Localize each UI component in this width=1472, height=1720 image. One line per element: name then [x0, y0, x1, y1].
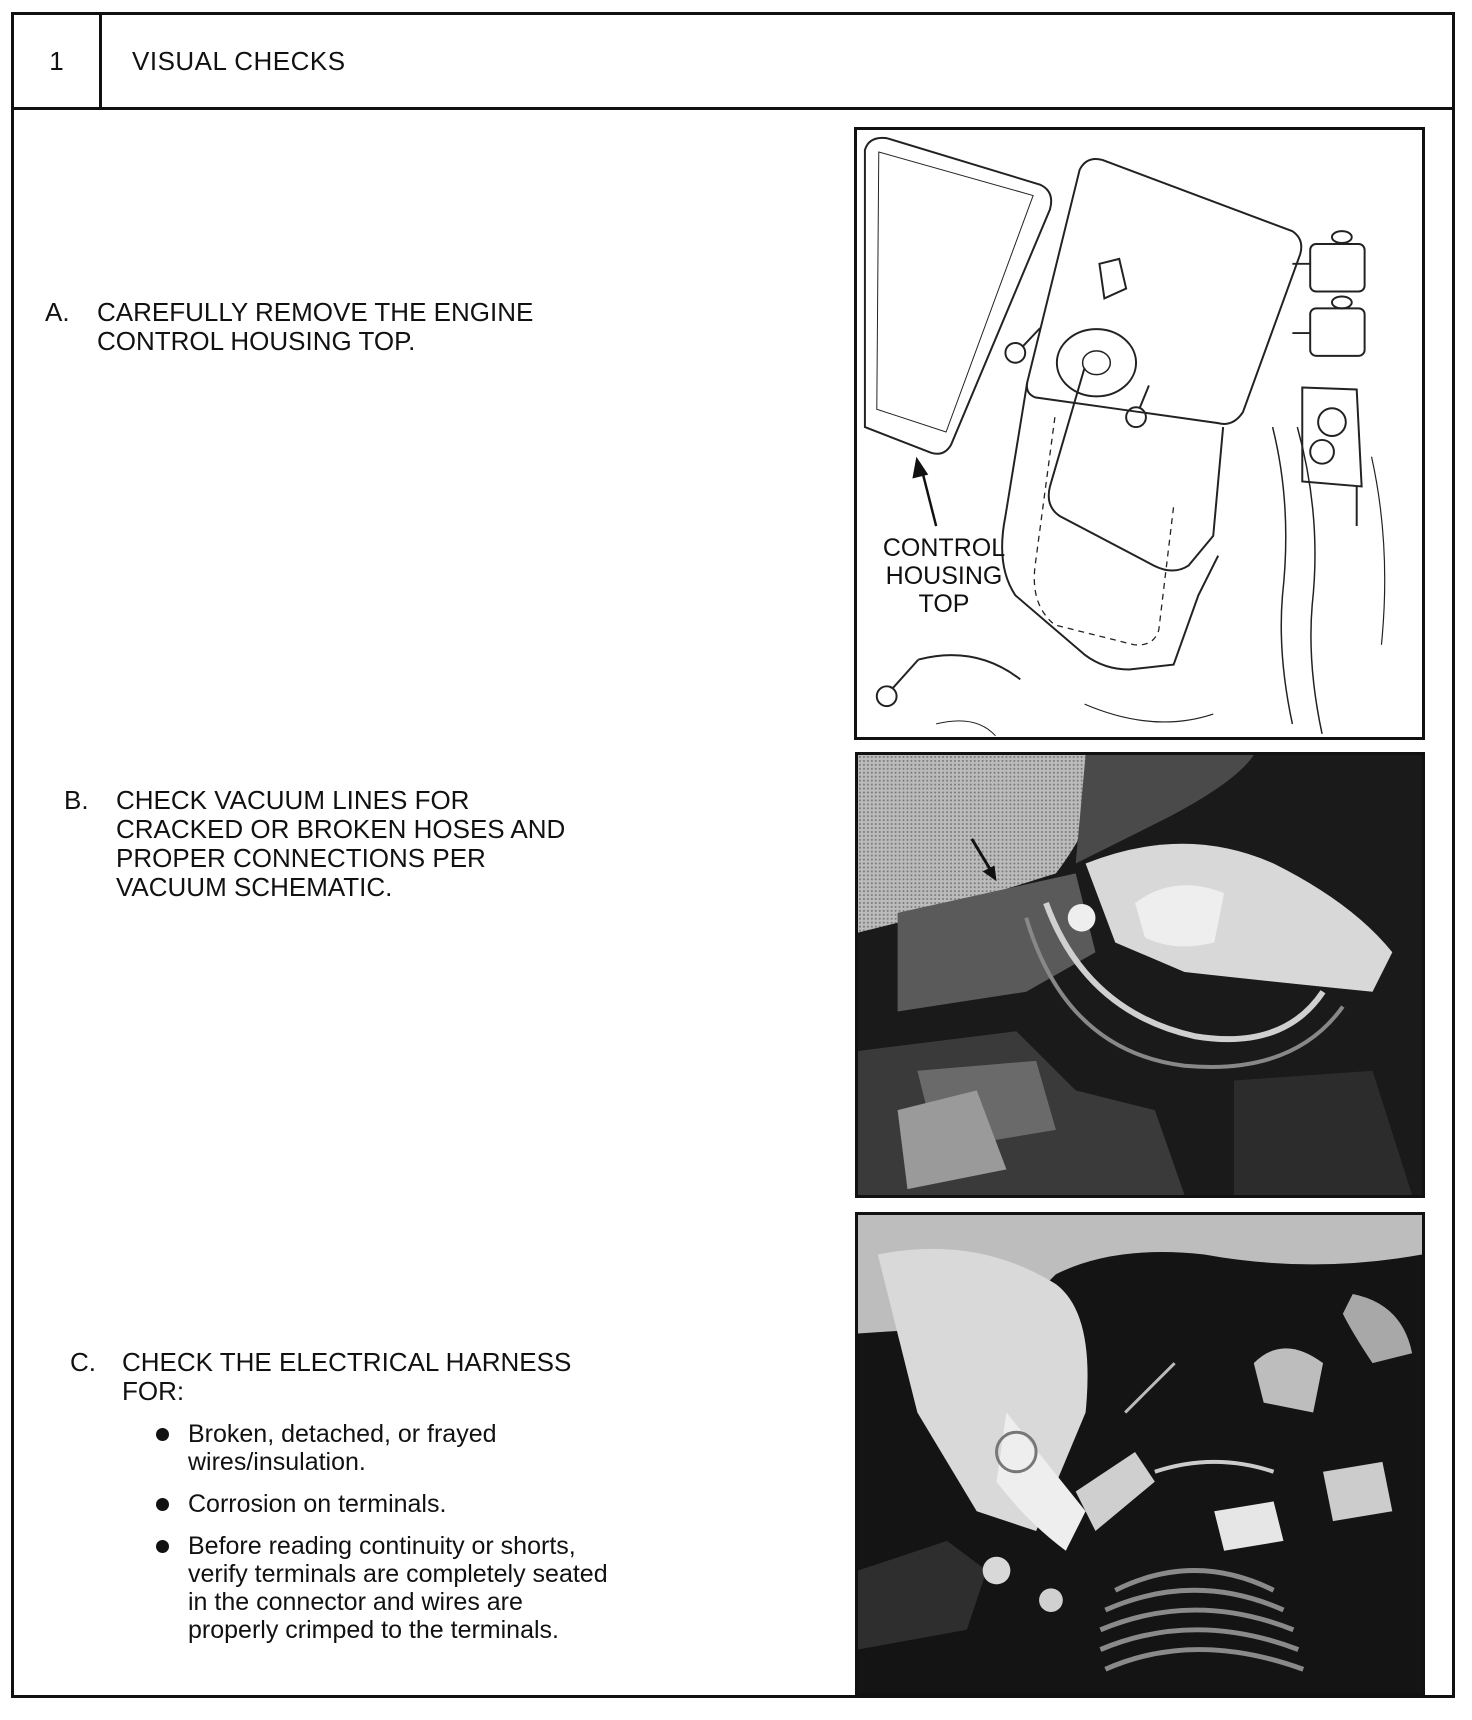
list-item: Corrosion on terminals.: [156, 1490, 608, 1518]
instruction-b-line: VACUUM SCHEMATIC.: [116, 872, 393, 902]
instruction-b-line: CRACKED OR BROKEN HOSES AND: [116, 814, 566, 844]
vacuum-lines-photo: [858, 755, 1422, 1195]
control-housing-top-label: CONTROL HOUSING TOP: [882, 534, 1006, 618]
instruction-a-line: CAREFULLY REMOVE THE ENGINE: [97, 297, 534, 327]
figure-electrical-harness-photo: [855, 1212, 1425, 1696]
instruction-c-line: FOR:: [122, 1376, 185, 1406]
list-item: Broken, detached, or frayed wires/insulation.: [156, 1420, 608, 1476]
instruction-b-line: CHECK VACUUM LINES FOR: [116, 785, 470, 815]
figure-control-housing: [854, 127, 1425, 740]
step-header: [14, 15, 1452, 110]
electrical-harness-photo: [858, 1215, 1422, 1693]
bullet-icon: [156, 1428, 169, 1441]
instruction-c-line: CHECK THE ELECTRICAL HARNESS: [122, 1347, 572, 1377]
step-title: VISUAL CHECKS: [132, 46, 346, 76]
housing-line-drawing: [857, 130, 1422, 737]
instruction-a-line: CONTROL HOUSING TOP.: [97, 326, 416, 356]
harness-check-list: [156, 1420, 608, 1644]
instruction-b-line: PROPER CONNECTIONS PER: [116, 843, 486, 873]
step-number: 1: [14, 15, 102, 107]
instruction-b: [64, 786, 565, 902]
instruction-b-letter: B.: [64, 785, 89, 815]
list-item: Before reading continuity or shorts, verify terminals are completely seated in the connector and wires are properly crimped to the terminals.: [156, 1532, 608, 1644]
instruction-a-letter: A.: [45, 297, 70, 327]
instruction-c-letter: C.: [70, 1347, 96, 1377]
instruction-a: [45, 298, 533, 356]
instruction-c: [70, 1348, 608, 1658]
figure-vacuum-lines-photo: [855, 752, 1425, 1198]
bullet-icon: [156, 1498, 169, 1511]
procedure-frame: [11, 12, 1455, 1698]
bullet-icon: [156, 1540, 169, 1553]
